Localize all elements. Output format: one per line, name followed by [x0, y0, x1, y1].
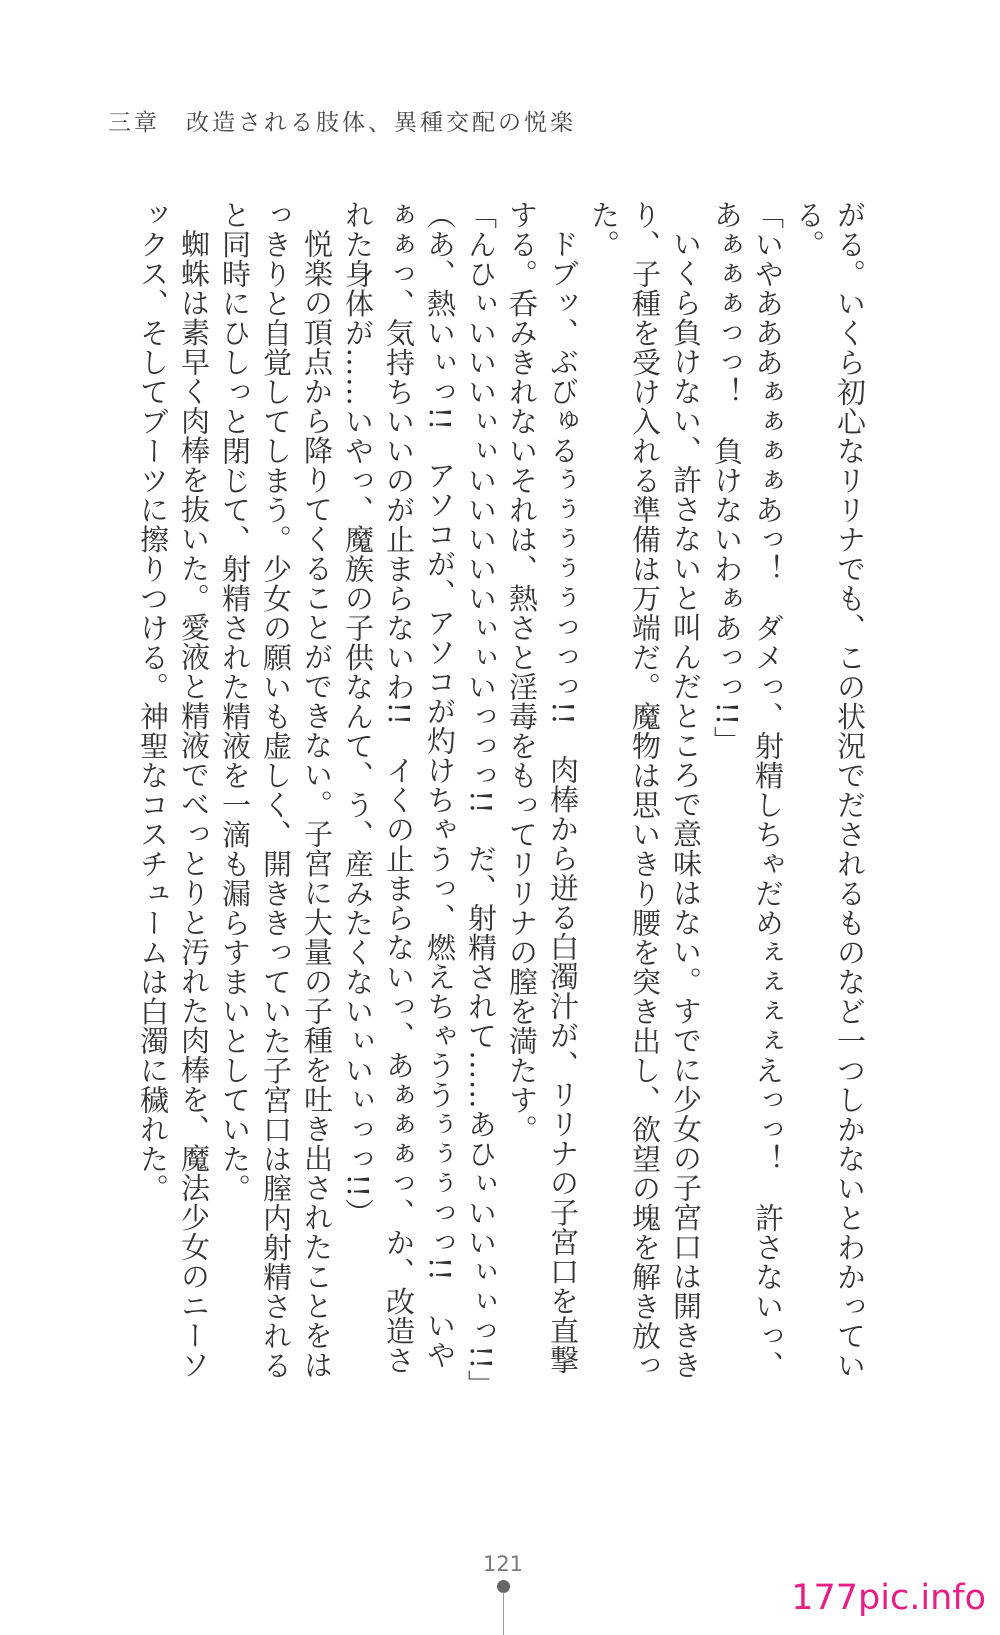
paragraph: 「んひぃいいいぃぃいいいいいぃぃいっっっ!! だ、射精されて……あひぃいいぃぃっ!!」 — [464, 200, 498, 1400]
paragraph: 「いやあああぁぁぁぁあっ！ ダメっ、射精しちゃだめぇぇぇぇえっっ！ 許さないっ、あぁぁぁっっ！ 負けないわぁあっっ!!」 — [710, 200, 785, 1380]
page-number-label: 121 — [482, 1552, 524, 1576]
chapter-title: 三章 改造される肢体、異種交配の悦楽 — [108, 110, 576, 136]
page-number — [0, 1552, 1000, 1576]
page-marker-line — [503, 1592, 504, 1635]
paragraph: がる。いくら初心なリリナでも、この状況でだされるものなど一つしかないとわかってい — [833, 200, 867, 1380]
paragraph: る。 — [792, 200, 826, 259]
paragraph: 悦楽の頂点から降りてくることができない。子宮に大量の子種を吐き出されたことをはっきりと自覚してしまう。少女の願いも虚しく、開ききっていた子宮口は膣内射精されると同時にひしっと閉じて、射精された精液を一滴も漏らすまいとしていた。 — [218, 200, 334, 1380]
paragraph: （あ、熱いぃっ!! アソコが、アソコが灼けちゃうっ、燃えちゃううぅぅぅっっ!! いやぁぁっ、気持ちいいのが止まらないわ!! イくの止まらないっ、あぁぁぁっ、か、改造された身体が……いやっ、魔族の子供なんて、う、産みたくないぃいぃっっ!!） — [341, 200, 457, 1375]
paragraph: ドブッ、ぶびゅるぅぅぅぅぅっっっ!! 肉棒から迸る白濁汁が、リリナの子宮口を直撃する。呑みきれないそれは、熱さと淫毒をもってリリナの膣を満たす。 — [505, 200, 580, 1375]
watermark: 177pic.info — [791, 1578, 986, 1618]
body-text — [120, 200, 870, 1400]
paragraph: 蜘蛛は素早く肉棒を抜いた。愛液と精液でべっとりと汚れた肉棒を、魔法少女のニーソックス、そしてブーツに擦りつける。神聖なコスチュームは白濁に穢れた。 — [136, 200, 211, 1380]
paragraph: いくら負けない、許さないと叫んだところで意味はない。すでに少女の子宮口は開ききり、子種を受け入れる準備は万端だ。魔物は思いきり腰を突き出し、欲望の塊を解き放った。 — [587, 200, 703, 1380]
